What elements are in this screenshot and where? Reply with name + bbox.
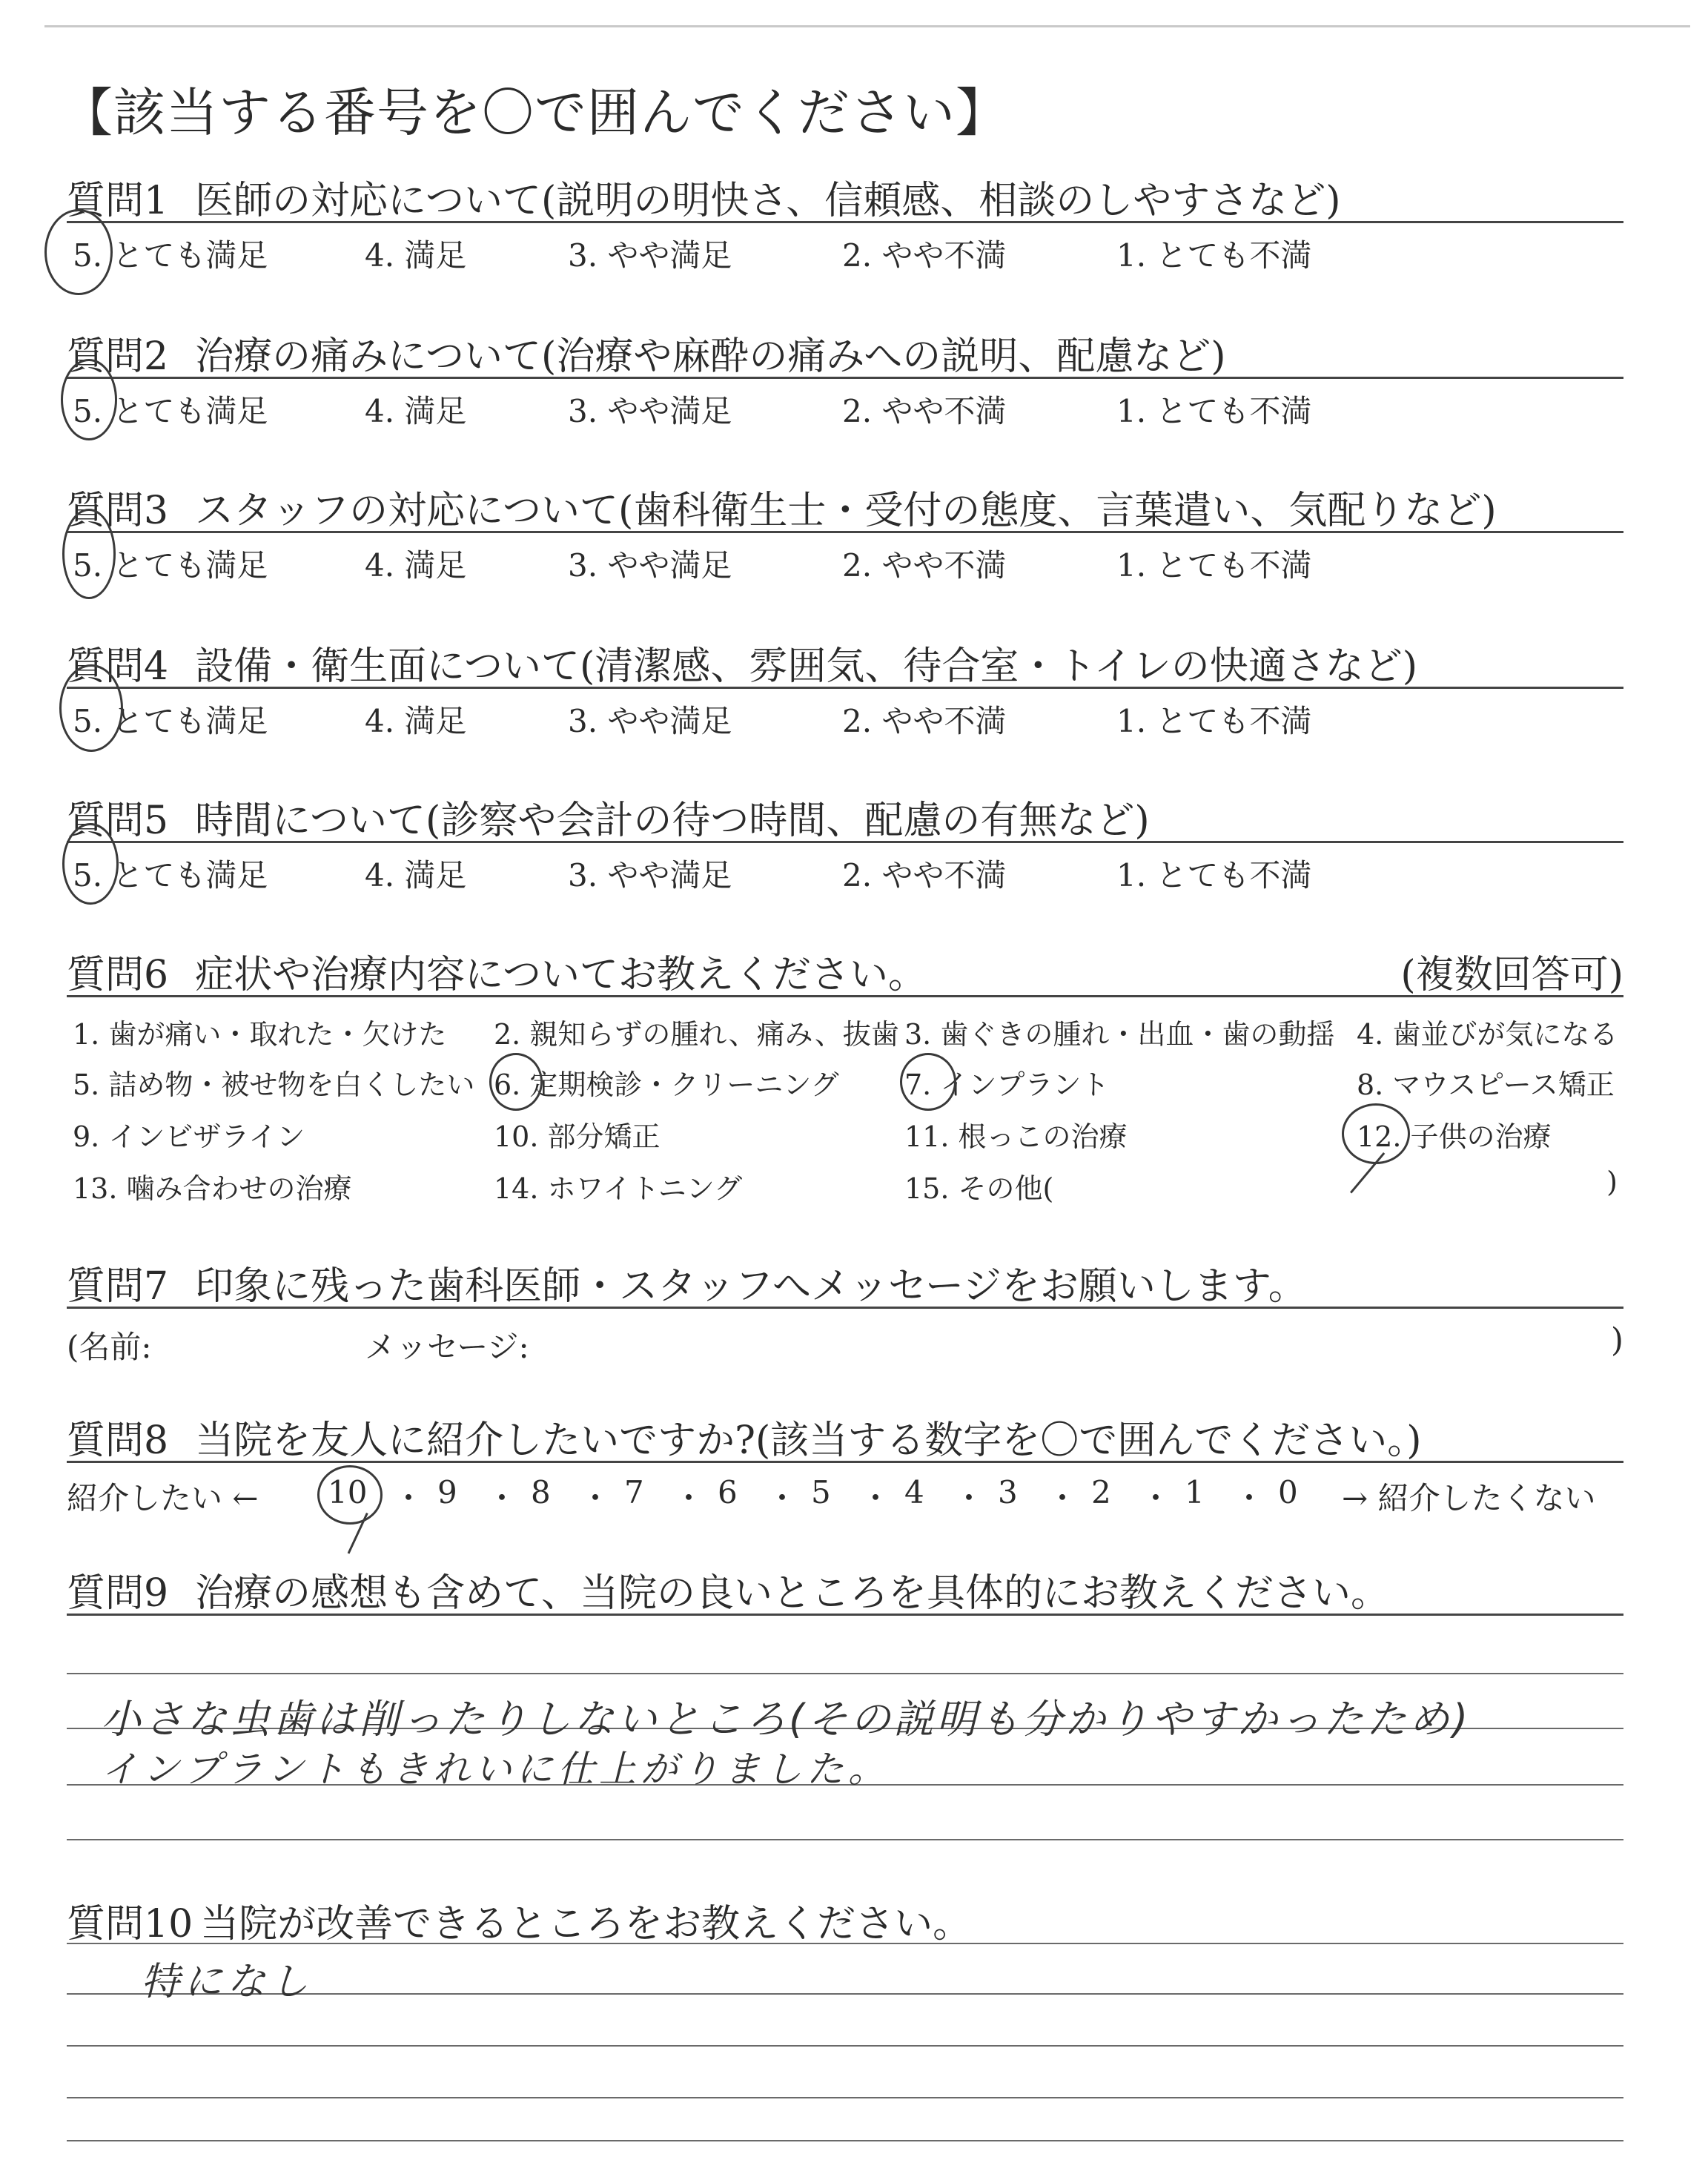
choice-5[interactable]: 5. とても満足 [73,237,268,274]
form-heading: 【該当する番号を〇で囲んでください】 [61,82,1008,143]
option-1[interactable]: 1. 歯が痛い・取れた・欠けた [73,1018,447,1051]
choice-3[interactable]: 3. やや満足 [568,703,732,739]
question-title [67,789,1150,845]
choice-2[interactable]: 2. やや不満 [842,237,1007,274]
question-number: 質問5 [67,799,169,843]
answer-line [67,1673,1623,1674]
choice-4[interactable]: 4. 満足 [365,703,467,739]
question-5 [67,789,1623,908]
scale-0[interactable]: 0 [1278,1474,1298,1510]
question-number: 質問8 [67,1418,169,1463]
pen-stroke [348,1513,368,1554]
choice-1[interactable]: 1. とても不満 [1116,857,1312,894]
handwritten-answer-line-2: インプラントもきれいに仕上がりました。 [101,1748,890,1791]
question-number: 質問3 [67,489,169,533]
question-title [67,169,1341,225]
answer-line [67,1943,1623,1944]
choice-3[interactable]: 3. やや満足 [568,393,732,429]
question-title [67,635,1417,690]
answer-line [67,2140,1623,2141]
option-15-other[interactable]: 15. その他( [904,1172,1054,1205]
question-text: 治療の感想も含めて、当院の良いところを具体的にお教えください。 [195,1571,1390,1616]
scale-sep: ・ [860,1480,892,1516]
option-13[interactable]: 13. 噛み合わせの治療 [73,1172,352,1205]
question-text: 設備・衛生面について(清潔感、雰囲気、待合室・トイレの快適さなど) [195,644,1418,689]
question-text: 印象に残った歯科医師・スタッフへメッセージをお願いします。 [195,1264,1307,1309]
question-title [67,943,927,999]
choice-2[interactable]: 2. やや不満 [842,703,1007,739]
choice-5[interactable]: 5. とても満足 [73,703,268,739]
question-text: 治療の痛みについて(治療や麻酔の痛みへの説明、配慮など) [195,334,1226,379]
question-7 [67,1255,1623,1366]
name-label: (名前: [67,1329,152,1365]
choice-2[interactable]: 2. やや不満 [842,857,1007,894]
question-rule [67,841,1623,843]
question-8 [67,1409,1623,1527]
choice-2[interactable]: 2. やや不満 [842,547,1007,584]
scale-5[interactable]: 5 [811,1474,831,1510]
option-14[interactable]: 14. ホワイトニング [494,1172,743,1205]
question-rule [67,1307,1623,1309]
option-10[interactable]: 10. 部分矯正 [494,1120,661,1153]
choice-5[interactable]: 5. とても満足 [73,393,268,429]
option-11[interactable]: 11. 根っこの治療 [904,1120,1128,1153]
scale-9[interactable]: 9 [437,1474,457,1510]
message-label: メッセージ: [365,1329,529,1365]
choice-3[interactable]: 3. やや満足 [568,237,732,274]
scale-3[interactable]: 3 [998,1474,1018,1510]
question-9 [67,1562,1623,1866]
scale-6[interactable]: 6 [718,1474,738,1510]
question-number: 質問2 [67,334,169,379]
answer-line [67,2045,1623,2047]
choice-1[interactable]: 1. とても不満 [1116,547,1312,584]
multiple-answers-note: (複数回答可) [1400,953,1623,997]
scale-2[interactable]: 2 [1091,1474,1111,1510]
choice-4[interactable]: 4. 満足 [365,393,467,429]
question-title [67,479,1497,535]
pen-stroke [1350,1152,1385,1194]
choice-3[interactable]: 3. やや満足 [568,547,732,584]
scale-sep: ・ [393,1480,425,1516]
option-5[interactable]: 5. 詰め物・被せ物を白くしたい [73,1069,475,1101]
question-number: 質問9 [67,1571,169,1616]
question-1 [67,169,1623,288]
question-rule [67,221,1623,223]
choice-4[interactable]: 4. 満足 [365,237,467,274]
scale-sep: ・ [1047,1480,1079,1516]
scale-4[interactable]: 4 [904,1474,924,1510]
question-title [67,325,1226,380]
option-7[interactable]: 7. インプラント [904,1069,1110,1101]
question-number: 質問4 [67,644,169,689]
choice-5[interactable]: 5. とても満足 [73,857,268,894]
question-text: 当院が改善できるところをお教えください。 [200,1902,972,1946]
handwritten-answer: 特になし [141,1960,314,2004]
choice-5[interactable]: 5. とても満足 [73,547,268,584]
question-rule [67,1461,1623,1463]
question-text: スタッフの対応について(歯科衛生士・受付の態度、言葉遣い、気配りなど) [195,489,1497,533]
question-rule [67,531,1623,533]
option-8[interactable]: 8. マウスピース矯正 [1357,1069,1615,1101]
scale-7[interactable]: 7 [624,1474,644,1510]
question-4 [67,635,1623,753]
option-6[interactable]: 6. 定期検診・クリーニング [494,1069,839,1101]
scale-sep: ・ [953,1480,985,1516]
scale-sep: ・ [1140,1480,1172,1516]
scale-sep: ・ [673,1480,705,1516]
answer-line [67,1839,1623,1840]
other-close-paren: ) [1606,1166,1618,1198]
option-12[interactable]: 12. 子供の治療 [1357,1120,1552,1153]
choice-3[interactable]: 3. やや満足 [568,857,732,894]
question-number: 質問10 [67,1902,193,1946]
question-number: 質問6 [67,953,169,997]
question-rule [67,995,1623,997]
scale-1[interactable]: 1 [1185,1474,1205,1510]
question-number: 質問7 [67,1264,169,1309]
choice-1[interactable]: 1. とても不満 [1116,703,1312,739]
question-rule [67,687,1623,689]
question-6 [67,943,1623,1218]
option-3[interactable]: 3. 歯ぐきの腫れ・出血・歯の動揺 [904,1018,1335,1051]
question-rule [67,377,1623,379]
option-9[interactable]: 9. インビザライン [73,1120,305,1153]
choice-2[interactable]: 2. やや不満 [842,393,1007,429]
scale-sep: ・ [486,1480,518,1516]
question-title [67,1892,971,1948]
scale-8[interactable]: 8 [531,1474,551,1510]
question-3 [67,479,1623,598]
question-2 [67,325,1623,443]
scale-right-label: → 紹介したくない [1342,1480,1596,1516]
choice-1[interactable]: 1. とても不満 [1116,237,1312,274]
question-text: 医師の対応について(説明の明快さ、信頼感、相談のしやすさなど) [195,179,1341,223]
page-top-rule [44,25,1690,27]
scale-sep: ・ [1234,1480,1265,1516]
choice-4[interactable]: 4. 満足 [365,547,467,584]
question-text: 時間について(診察や会計の待つ時間、配慮の有無など) [195,799,1150,843]
option-2[interactable]: 2. 親知らずの腫れ、痛み、抜歯 [494,1018,899,1051]
question-title [67,1255,1307,1310]
scale-sep: ・ [580,1480,612,1516]
option-4[interactable]: 4. 歯並びが気になる [1357,1018,1618,1051]
question-rule [67,1614,1623,1616]
scale-10[interactable]: 10 [328,1474,368,1510]
answer-line [67,2097,1623,2098]
scale-left-label: 紹介したい ← [67,1480,259,1516]
question-title [67,1562,1389,1617]
scale-sep: ・ [767,1480,798,1516]
question-text: 当院を友人に紹介したいですか?(該当する数字を〇で囲んでください。) [195,1418,1422,1463]
question-text: 症状や治療内容についてお教えください。 [195,953,927,997]
question-10 [67,1892,1623,2144]
question-number: 質問1 [67,179,169,223]
close-paren: ) [1610,1321,1623,1359]
choice-4[interactable]: 4. 満足 [365,857,467,894]
question-title [67,1409,1422,1464]
choice-1[interactable]: 1. とても不満 [1116,393,1312,429]
handwritten-answer-line-1: 小さな虫歯は削ったりしないところ(その説明も分かりやすかったため) [101,1696,1472,1743]
